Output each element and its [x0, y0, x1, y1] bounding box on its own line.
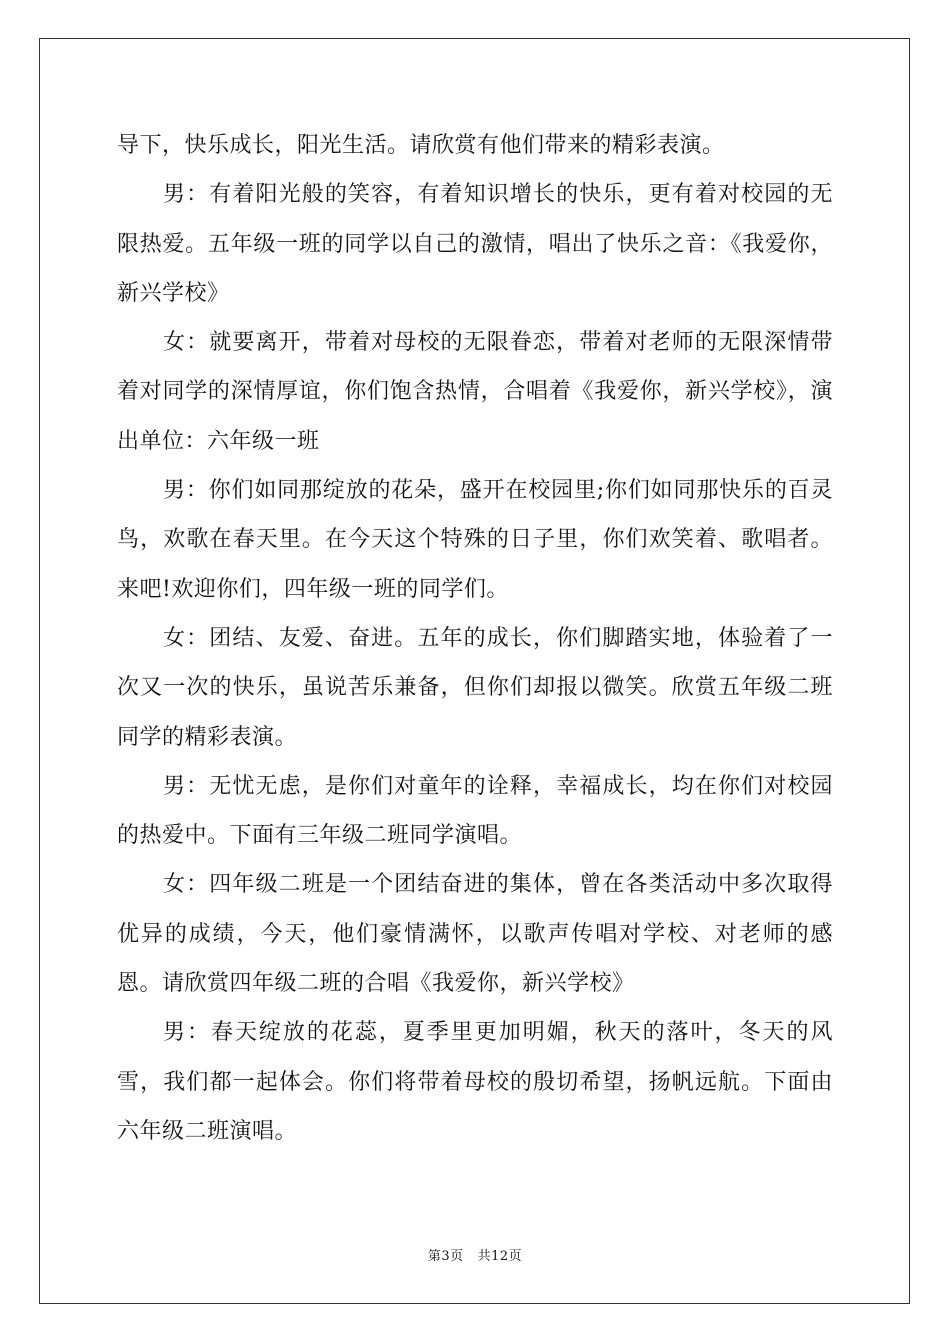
paragraph: 导下，快乐成长，阳光生活。请欣赏有他们带来的精彩表演。 — [117, 133, 725, 158]
paragraph: 男：有着阳光般的笑容，有着知识增长的快乐，更有着对校园的无限热爱。五年级一班的同学以自己的激情，唱出了快乐之音：《我爱你，新兴学校》 — [117, 182, 833, 306]
paragraph: 男：春天绽放的花蕊，夏季里更加明媚，秋天的落叶，冬天的风雪，我们都一起体会。你们将带着母校的殷切希望，扬帆远航。下面由六年级二班演唱。 — [117, 1020, 833, 1144]
page-footer — [0, 1247, 950, 1267]
paragraph: 女：就要离开，带着对母校的无限眷恋，带着对老师的无限深情带着对同学的深情厚谊，你们饱含热情，合唱着《我爱你，新兴学校》，演出单位：六年级一班 — [117, 330, 833, 454]
paragraph: 男：你们如同那绽放的花朵，盛开在校园里;你们如同那快乐的百灵鸟，欢歌在春天里。在今天这个特殊的日子里，你们欢笑着、歌唱者。来吧!欢迎你们，四年级一班的同学们。 — [117, 478, 833, 602]
page-number: 第3页 — [427, 1249, 464, 1264]
document-body — [117, 121, 833, 1156]
paragraph: 女：四年级二班是一个团结奋进的集体，曾在各类活动中多次取得优异的成绩，今天，他们豪情满怀，以歌声传唱对学校、对老师的感恩。请欣赏四年级二班的合唱《我爱你，新兴学校》 — [117, 872, 833, 997]
paragraph: 女：团结、友爱、奋进。五年的成长，你们脚踏实地，体验着了一次又一次的快乐，虽说苦乐兼备，但你们却报以微笑。欣赏五年级二班同学的精彩表演。 — [117, 625, 833, 750]
paragraph: 男：无忧无虑，是你们对童年的诠释，幸福成长，均在你们对校园的热爱中。下面有三年级二班同学演唱。 — [117, 773, 833, 849]
page-total: 共12页 — [477, 1249, 523, 1264]
